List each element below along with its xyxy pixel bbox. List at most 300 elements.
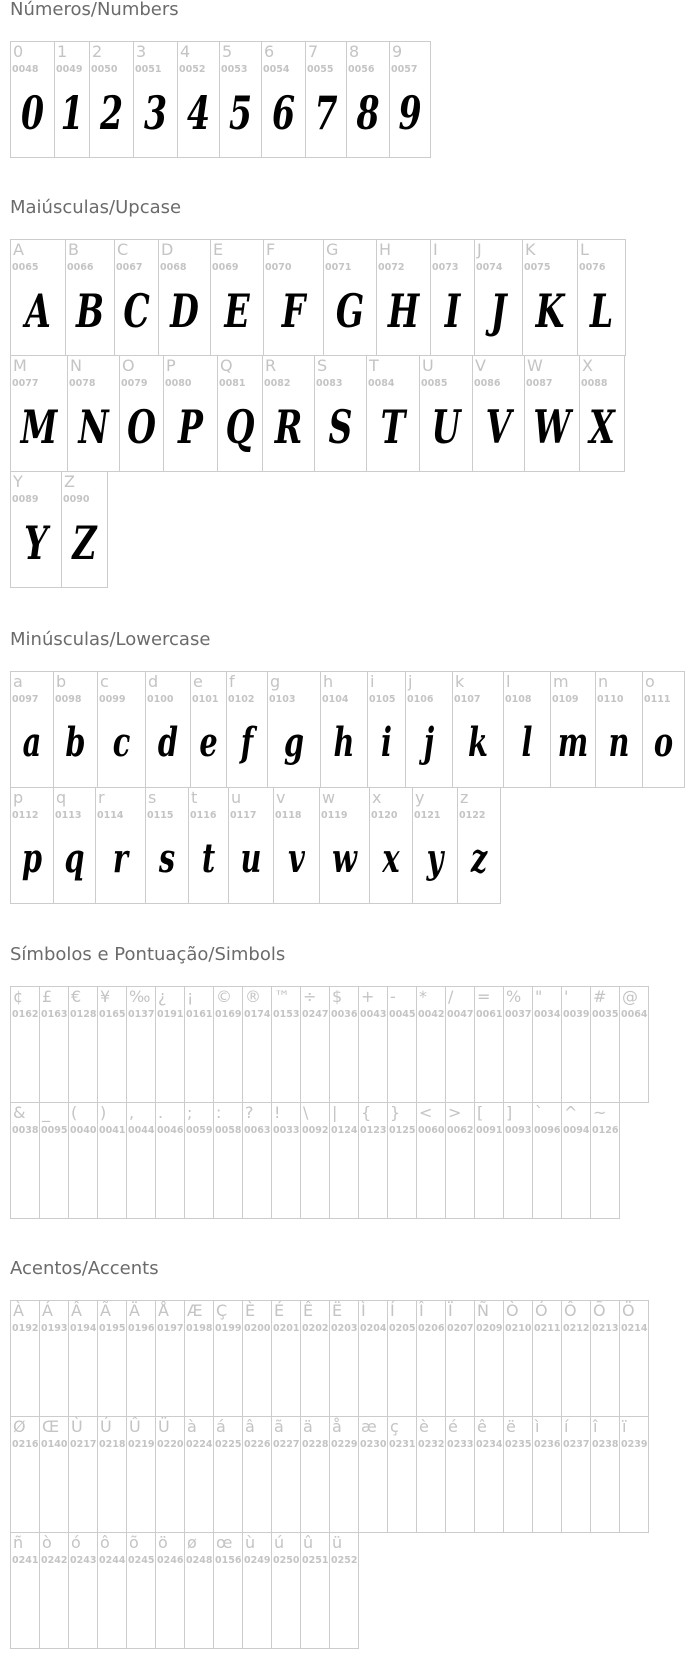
char-label: q	[56, 788, 67, 807]
char-code: 0037	[505, 1009, 532, 1020]
glyph-cell	[39, 986, 69, 1103]
char-code: 0098	[55, 694, 82, 705]
glyph-cell	[387, 1416, 417, 1533]
char-code: 0226	[244, 1439, 271, 1450]
char-code: 0101	[192, 694, 219, 705]
char-code: 0216	[12, 1439, 39, 1450]
char-label: ô	[100, 1533, 110, 1552]
char-code: 0228	[302, 1439, 329, 1450]
char-code: 0040	[70, 1125, 97, 1136]
glyph-sample: l	[521, 719, 533, 766]
glyph-cell	[10, 41, 55, 158]
char-code: 0231	[389, 1439, 416, 1450]
char-code: 0087	[526, 378, 553, 389]
char-code: 0191	[157, 1009, 184, 1020]
char-label: œ	[216, 1533, 233, 1552]
numbers-row	[10, 41, 430, 158]
char-code: 0035	[592, 1009, 619, 1020]
glyph-cell	[184, 1532, 214, 1649]
glyph-cell	[61, 471, 108, 588]
char-code: 0199	[215, 1323, 242, 1334]
char-label: #	[593, 987, 607, 1006]
char-label: Ó	[535, 1301, 548, 1320]
char-label: 4	[180, 42, 191, 61]
char-code: 0163	[41, 1009, 68, 1020]
glyph-cell	[184, 986, 214, 1103]
glyph-sample: 4	[186, 86, 211, 140]
glyph-cell	[10, 787, 54, 904]
char-label: 3	[136, 42, 147, 61]
char-code: 0055	[307, 64, 334, 75]
glyph-cell	[133, 41, 178, 158]
glyph-sample: V	[485, 400, 512, 454]
glyph-sample: O	[127, 400, 156, 454]
glyph-cell	[300, 1532, 330, 1649]
glyph-cell	[10, 1300, 40, 1417]
char-label: )	[100, 1103, 107, 1122]
glyph-cell	[367, 671, 406, 788]
upcase-grid	[10, 239, 625, 588]
char-code: 0059	[186, 1125, 213, 1136]
glyph-cell	[561, 1300, 591, 1417]
glyph-cell	[126, 986, 156, 1103]
char-code: 0063	[244, 1125, 271, 1136]
glyph-cell	[126, 1532, 156, 1649]
char-label: X	[582, 356, 593, 375]
glyph-cell	[213, 1300, 243, 1417]
char-code: 0099	[99, 694, 126, 705]
char-label: \	[303, 1103, 309, 1122]
char-code: 0117	[230, 810, 257, 821]
glyph-cell	[242, 1102, 272, 1219]
char-code: 0247	[302, 1009, 329, 1020]
char-code: 0057	[391, 64, 418, 75]
char-code: 0174	[244, 1009, 271, 1020]
glyph-cell	[126, 1416, 156, 1533]
char-code: 0232	[418, 1439, 445, 1450]
glyph-cell	[163, 355, 218, 472]
char-label: ;	[187, 1103, 193, 1122]
char-label: Ñ	[477, 1301, 489, 1320]
glyph-cell	[550, 671, 596, 788]
glyph-cell	[95, 787, 146, 904]
glyph-sample: q	[64, 835, 85, 882]
char-code: 0045	[389, 1009, 416, 1020]
char-code: 0070	[265, 262, 292, 273]
glyph-sample: r	[112, 835, 129, 882]
glyph-cell	[595, 671, 643, 788]
char-label: Ä	[129, 1301, 140, 1320]
char-label: k	[455, 672, 465, 691]
glyph-sample: x	[382, 835, 400, 882]
upcase-row	[10, 471, 625, 588]
char-code: 0085	[421, 378, 448, 389]
char-label: ä	[303, 1417, 313, 1436]
char-label: Ù	[71, 1417, 83, 1436]
glyph-sample: i	[381, 719, 392, 766]
glyph-sample: T	[380, 400, 406, 454]
char-code: 0233	[447, 1439, 474, 1450]
char-label: ê	[477, 1417, 487, 1436]
char-code: 0156	[215, 1555, 242, 1566]
char-label: J	[477, 240, 482, 259]
char-code: 0106	[407, 694, 434, 705]
char-code: 0051	[135, 64, 162, 75]
glyph-cell	[53, 671, 98, 788]
glyph-cell	[474, 986, 504, 1103]
glyph-cell	[445, 986, 475, 1103]
char-label: Q	[220, 356, 233, 375]
glyph-cell	[300, 1102, 330, 1219]
glyph-cell	[177, 41, 220, 158]
char-label: p	[13, 788, 24, 807]
char-label: s	[148, 788, 157, 807]
glyph-cell	[213, 1102, 243, 1219]
glyph-sample: 7	[314, 86, 338, 140]
glyph-sample: Z	[72, 516, 97, 570]
char-code: 0065	[12, 262, 39, 273]
char-label: :	[216, 1103, 222, 1122]
glyph-cell	[474, 1300, 504, 1417]
char-code: 0084	[368, 378, 395, 389]
char-label: e	[193, 672, 203, 691]
char-code: 0246	[157, 1555, 184, 1566]
char-code: 0077	[12, 378, 39, 389]
char-code: 0242	[41, 1555, 68, 1566]
glyph-sample: X	[589, 400, 615, 454]
char-code: 0153	[273, 1009, 300, 1020]
char-code: 0081	[219, 378, 246, 389]
char-label: 9	[392, 42, 403, 61]
char-label: õ	[129, 1533, 139, 1552]
glyph-cell	[89, 41, 134, 158]
char-label: n	[598, 672, 609, 691]
glyph-cell	[145, 787, 189, 904]
char-label: /	[448, 987, 454, 1006]
char-code: 0058	[215, 1125, 242, 1136]
numbers-title: Números/Numbers	[10, 0, 179, 20]
char-label: â	[245, 1417, 255, 1436]
char-label: z	[460, 788, 469, 807]
char-code: 0104	[322, 694, 349, 705]
glyph-cell	[503, 1416, 533, 1533]
glyph-cell	[416, 1102, 446, 1219]
char-code: 0096	[534, 1125, 561, 1136]
char-code: 0091	[476, 1125, 503, 1136]
char-label: t	[191, 788, 198, 807]
glyph-sample: m	[557, 719, 589, 766]
glyph-cell	[39, 1102, 69, 1219]
char-label: Û	[129, 1417, 141, 1436]
glyph-cell	[119, 355, 164, 472]
accents-title: Acentos/Accents	[10, 1258, 159, 1279]
char-code: 0126	[592, 1125, 619, 1136]
char-code: 0248	[186, 1555, 213, 1566]
char-code: 0209	[476, 1323, 503, 1334]
glyph-cell	[10, 1532, 40, 1649]
char-label: +	[361, 987, 375, 1006]
char-label: f	[229, 672, 235, 691]
glyph-sample: h	[333, 719, 355, 766]
char-label: g	[270, 672, 281, 691]
glyph-sample: U	[431, 400, 461, 454]
glyph-cell	[358, 986, 388, 1103]
char-label: Ç	[216, 1301, 228, 1320]
char-code: 0161	[186, 1009, 213, 1020]
glyph-sample: s	[158, 835, 176, 882]
char-label: H	[379, 240, 392, 259]
glyph-cell	[503, 986, 533, 1103]
glyph-cell	[561, 1102, 591, 1219]
glyph-cell	[68, 1102, 98, 1219]
char-code: 0198	[186, 1323, 213, 1334]
char-code: 0115	[147, 810, 174, 821]
glyph-sample: R	[274, 400, 303, 454]
char-label: 0	[13, 42, 24, 61]
glyph-cell	[213, 1532, 243, 1649]
glyph-cell	[416, 986, 446, 1103]
char-code: 0229	[331, 1439, 358, 1450]
char-label: å	[332, 1417, 342, 1436]
char-code: 0225	[215, 1439, 242, 1450]
char-code: 0067	[116, 262, 143, 273]
char-code: 0249	[244, 1555, 271, 1566]
glyph-cell	[261, 41, 306, 158]
char-label: ¢	[13, 987, 24, 1006]
glyph-cell	[314, 355, 367, 472]
glyph-cell	[97, 1102, 127, 1219]
char-label: O	[122, 356, 135, 375]
char-label: Å	[158, 1301, 169, 1320]
char-code: 0194	[70, 1323, 97, 1334]
glyph-sample: 3	[143, 86, 168, 140]
glyph-cell	[320, 671, 368, 788]
char-code: 0245	[128, 1555, 155, 1566]
glyph-cell	[68, 1300, 98, 1417]
char-code: 0207	[447, 1323, 474, 1334]
char-label: E	[213, 240, 224, 259]
glyph-sample: y	[426, 835, 444, 882]
char-label: È	[245, 1301, 256, 1320]
glyph-cell	[305, 41, 347, 158]
char-code: 0201	[273, 1323, 300, 1334]
glyph-cell	[329, 1300, 359, 1417]
glyph-sample: C	[123, 284, 150, 338]
char-code: 0241	[12, 1555, 39, 1566]
char-code: 0125	[389, 1125, 416, 1136]
glyph-cell	[445, 1416, 475, 1533]
glyph-cell	[561, 1416, 591, 1533]
glyph-cell	[329, 986, 359, 1103]
char-code: 0108	[505, 694, 532, 705]
char-code: 0243	[70, 1555, 97, 1566]
glyph-sample: G	[335, 284, 365, 338]
char-code: 0103	[269, 694, 296, 705]
char-label: u	[231, 788, 242, 807]
char-code: 0066	[67, 262, 94, 273]
char-code: 0213	[592, 1323, 619, 1334]
char-code: 0169	[215, 1009, 242, 1020]
char-code: 0227	[273, 1439, 300, 1450]
char-label: ì	[535, 1417, 540, 1436]
lowercase-row	[10, 787, 684, 904]
upcase-row	[10, 239, 625, 356]
glyph-cell	[590, 1102, 620, 1219]
char-label: R	[265, 356, 277, 375]
char-code: 0236	[534, 1439, 561, 1450]
char-label: [	[477, 1103, 484, 1122]
glyph-sample: E	[224, 284, 250, 338]
char-code: 0048	[12, 64, 39, 75]
glyph-cell	[579, 355, 625, 472]
accents-row	[10, 1416, 648, 1533]
glyph-cell	[358, 1300, 388, 1417]
char-label: 8	[349, 42, 360, 61]
char-label: N	[70, 356, 82, 375]
char-code: 0044	[128, 1125, 155, 1136]
glyph-cell	[10, 355, 68, 472]
char-label: Ö	[622, 1301, 635, 1320]
char-code: 0195	[99, 1323, 126, 1334]
glyph-cell	[126, 1102, 156, 1219]
char-code: 0038	[12, 1125, 39, 1136]
glyph-cell	[524, 355, 580, 472]
char-label: Ê	[303, 1301, 314, 1320]
glyph-sample: 9	[398, 86, 422, 140]
char-code: 0102	[228, 694, 255, 705]
glyph-cell	[389, 41, 431, 158]
char-label: x	[372, 788, 382, 807]
glyph-cell	[184, 1300, 214, 1417]
char-code: 0090	[63, 494, 90, 505]
glyph-cell	[619, 1416, 649, 1533]
glyph-sample: p	[21, 835, 43, 882]
glyph-sample: f	[240, 719, 254, 766]
glyph-cell	[213, 1416, 243, 1533]
char-code: 0200	[244, 1323, 271, 1334]
char-label: ù	[245, 1533, 256, 1552]
char-label: l	[506, 672, 511, 691]
numbers-grid	[10, 41, 430, 158]
char-code: 0056	[348, 64, 375, 75]
glyph-cell	[503, 671, 551, 788]
char-label: ø	[187, 1533, 197, 1552]
char-label: Í	[390, 1301, 395, 1320]
char-code: 0043	[360, 1009, 387, 1020]
glyph-cell	[369, 787, 413, 904]
glyph-cell	[503, 1300, 533, 1417]
upcase-title: Maiúsculas/Upcase	[10, 197, 182, 218]
glyph-cell	[217, 355, 263, 472]
glyph-sample: D	[170, 284, 199, 338]
char-code: 0061	[476, 1009, 503, 1020]
char-code: 0116	[190, 810, 217, 821]
glyph-cell	[590, 1300, 620, 1417]
glyph-sample: k	[468, 719, 488, 766]
glyph-cell	[472, 355, 525, 472]
symbols-grid	[10, 986, 648, 1219]
char-label: `	[535, 1103, 543, 1122]
glyph-cell	[300, 986, 330, 1103]
accents-grid	[10, 1300, 648, 1649]
glyph-cell	[416, 1416, 446, 1533]
glyph-sample: 8	[356, 86, 380, 140]
glyph-cell	[445, 1102, 475, 1219]
char-code: 0128	[70, 1009, 97, 1020]
glyph-cell	[358, 1102, 388, 1219]
glyph-cell	[346, 41, 390, 158]
char-label: 6	[264, 42, 275, 61]
char-label: >	[448, 1103, 462, 1122]
char-code: 0093	[505, 1125, 532, 1136]
glyph-cell	[273, 787, 320, 904]
char-label: ¥	[100, 987, 111, 1006]
char-code: 0076	[579, 262, 606, 273]
char-code: 0250	[273, 1555, 300, 1566]
glyph-cell	[271, 1416, 301, 1533]
char-code: 0083	[316, 378, 343, 389]
char-label: {	[361, 1103, 372, 1122]
glyph-sample: t	[201, 835, 216, 882]
char-code: 0234	[476, 1439, 503, 1450]
char-code: 0119	[321, 810, 348, 821]
char-label: Y	[13, 472, 23, 491]
char-label: ~	[593, 1103, 607, 1122]
glyph-cell	[97, 671, 146, 788]
char-code: 0235	[505, 1439, 532, 1450]
glyph-cell	[145, 671, 191, 788]
char-code: 0053	[221, 64, 248, 75]
glyph-cell	[503, 1102, 533, 1219]
glyph-cell	[457, 787, 501, 904]
char-code: 0036	[331, 1009, 358, 1020]
char-code: 0089	[12, 494, 39, 505]
char-code: 0121	[414, 810, 441, 821]
char-label: ü	[332, 1533, 343, 1552]
char-label: j	[408, 672, 413, 691]
glyph-cell	[532, 1416, 562, 1533]
lowercase-row	[10, 671, 684, 788]
char-label: Ø	[13, 1417, 26, 1436]
char-code: 0039	[563, 1009, 590, 1020]
char-code: 0078	[69, 378, 96, 389]
char-code: 0224	[186, 1439, 213, 1450]
glyph-cell	[242, 986, 272, 1103]
char-label: ó	[71, 1533, 81, 1552]
char-code: 0052	[179, 64, 206, 75]
char-code: 0112	[12, 810, 39, 821]
glyph-cell	[619, 1300, 649, 1417]
glyph-cell	[158, 239, 211, 356]
char-label: €	[71, 987, 82, 1006]
glyph-sample: o	[653, 719, 674, 766]
glyph-cell	[387, 986, 417, 1103]
symbols-row	[10, 986, 648, 1103]
glyph-sample: L	[589, 284, 614, 338]
char-code: 0197	[157, 1323, 184, 1334]
glyph-cell	[10, 986, 40, 1103]
glyph-sample: e	[199, 719, 218, 766]
char-code: 0095	[41, 1125, 68, 1136]
char-code: 0049	[56, 64, 83, 75]
glyph-cell	[68, 1532, 98, 1649]
char-code: 0105	[369, 694, 396, 705]
char-code: 0140	[41, 1439, 68, 1450]
char-code: 0068	[160, 262, 187, 273]
glyph-cell	[39, 1532, 69, 1649]
glyph-cell	[416, 1300, 446, 1417]
glyph-cell	[97, 1416, 127, 1533]
